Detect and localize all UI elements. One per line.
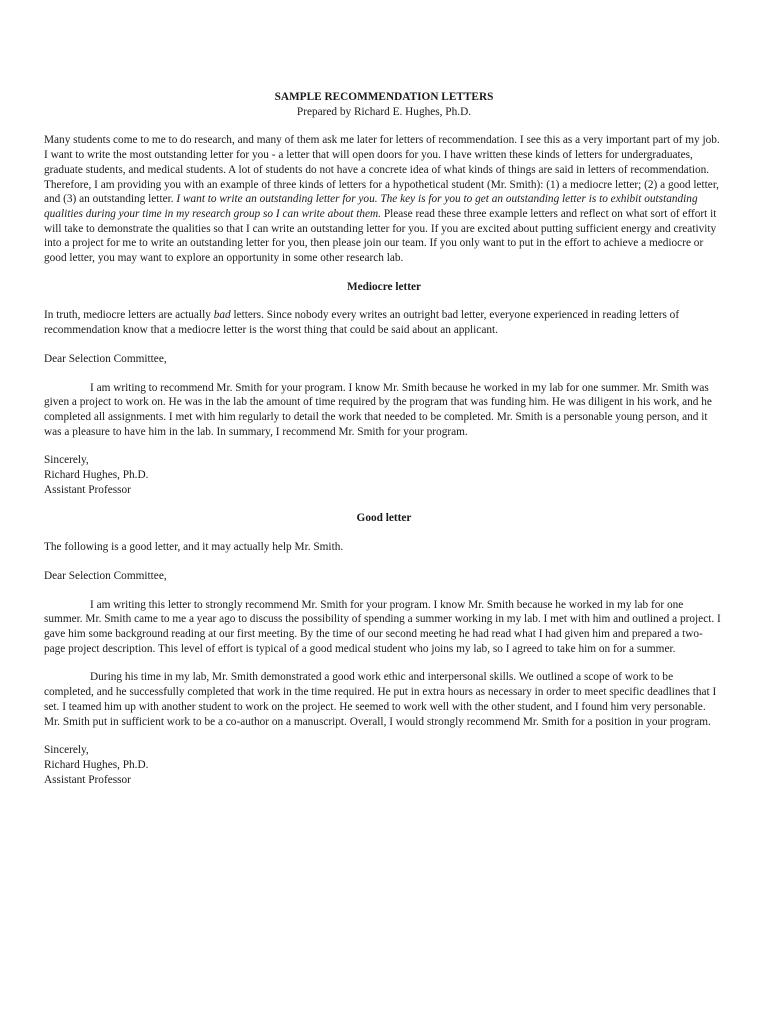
mediocre-intro [44,308,724,337]
good-role: Assistant Professor [44,773,131,786]
good-body-2: During his time in my lab, Mr. Smith demonstrated a good work ethic and interpersonal skills. We outlined a scope of work to be completed, and he successfully completed that work in the time required. He put in extra hours as necessary in order to meet specific deadlines that I set. I teamed him up with another student to work on the project. He seemed to work well with the other student, and I found him very personable. Mr. Smith put in sufficient work to be a co-author on a manuscript. Overall, I would strongly recommend Mr. Smith for a position in your program. [44,671,717,728]
intro-text-2: Please read these three example letters and reflect on what sort of effort it will take to demonstrate the qualities so that I can write an outstanding letter for you. If you are excited about putting sufficient energy and creativity into a project for me to write an outstanding letter for you, then please join our team. If you only want to put in the effort to achieve a mediocre or good letter, you may want to explore an opportunity in some other research lab. [44,207,717,265]
good-heading: Good letter [356,512,412,525]
document-subtitle: Prepared by Richard E. Hughes, Ph.D. [296,105,472,118]
mediocre-signer: Richard Hughes, Ph.D. [44,469,149,482]
mediocre-heading: Mediocre letter [346,280,422,293]
mediocre-salutation: Dear Selection Committee, [44,352,167,365]
mediocre-closing: Sincerely, [44,454,89,467]
mediocre-intro-b: letters. Since nobody every writes an outright bad letter, everyone experienced in reading letters of recommendation know that a mediocre letter is the worst thing that could be said about an applicant. [44,309,680,337]
good-intro: The following is a good letter, and it may actually help Mr. Smith. [44,541,344,554]
intro-paragraph [44,133,724,265]
good-body-1: I am writing this letter to strongly recommend Mr. Smith for your program. I know Mr. Smith because he worked in my lab for one summer. Mr. Smith came to me a year ago to discuss the possibility of spending a summer working in my lab. I met with him and outlined a project. I gave him some background reading at our first meeting. By the time of our second meeting he had read what I had given him and prepared a two-page project description. This level of effort is typical of a good medical student who joins my lab, so I agreed to take him on for a summer. [44,598,721,655]
mediocre-role: Assistant Professor [44,483,131,496]
document-title: SAMPLE RECOMMENDATION LETTERS [274,91,494,103]
good-salutation: Dear Selection Committee, [44,569,167,582]
good-closing: Sincerely, [44,744,89,757]
document-page [44,90,724,787]
good-signer: Richard Hughes, Ph.D. [44,758,149,771]
mediocre-intro-a: In truth, mediocre letters are actually [44,309,214,322]
intro-text-1: Many students come to me to do research, and many of them ask me later for letters of recommendation. I see this as a very important part of my job. I want to write the most outstanding letter for you - a letter that will open doors for you. I have written these kinds of letters for undergraduates, graduate students, and medical students. A lot of students do not have a concrete idea of what kinds of things are said in letters of recommendation. Therefore, I am providing you with an example of three kinds of letters for a hypothetical student (Mr. Smith): (1) a mediocre letter; (2) a good letter, and (3) an outstanding letter. [44,134,720,206]
mediocre-body: I am writing to recommend Mr. Smith for your program. I know Mr. Smith because he worked in my lab for one summer. Mr. Smith was given a project to work on. He was in the lab the amount of time required by the program that was funding him. He was diligent in his work, and he completed all assignments. I met with him regularly to detail the work that needed to be completed. Mr. Smith is a personable young person, and it was a pleasure to have him in the lab. In summary, I recommend Mr. Smith for your program. [44,381,712,438]
mediocre-intro-italic: bad [213,309,231,322]
intro-italic-text: I want to write an outstanding letter for you. The key is for you to get an outstanding letter is to exhibit outstanding qualities during your time in my research group so I can write about them. [44,193,698,220]
